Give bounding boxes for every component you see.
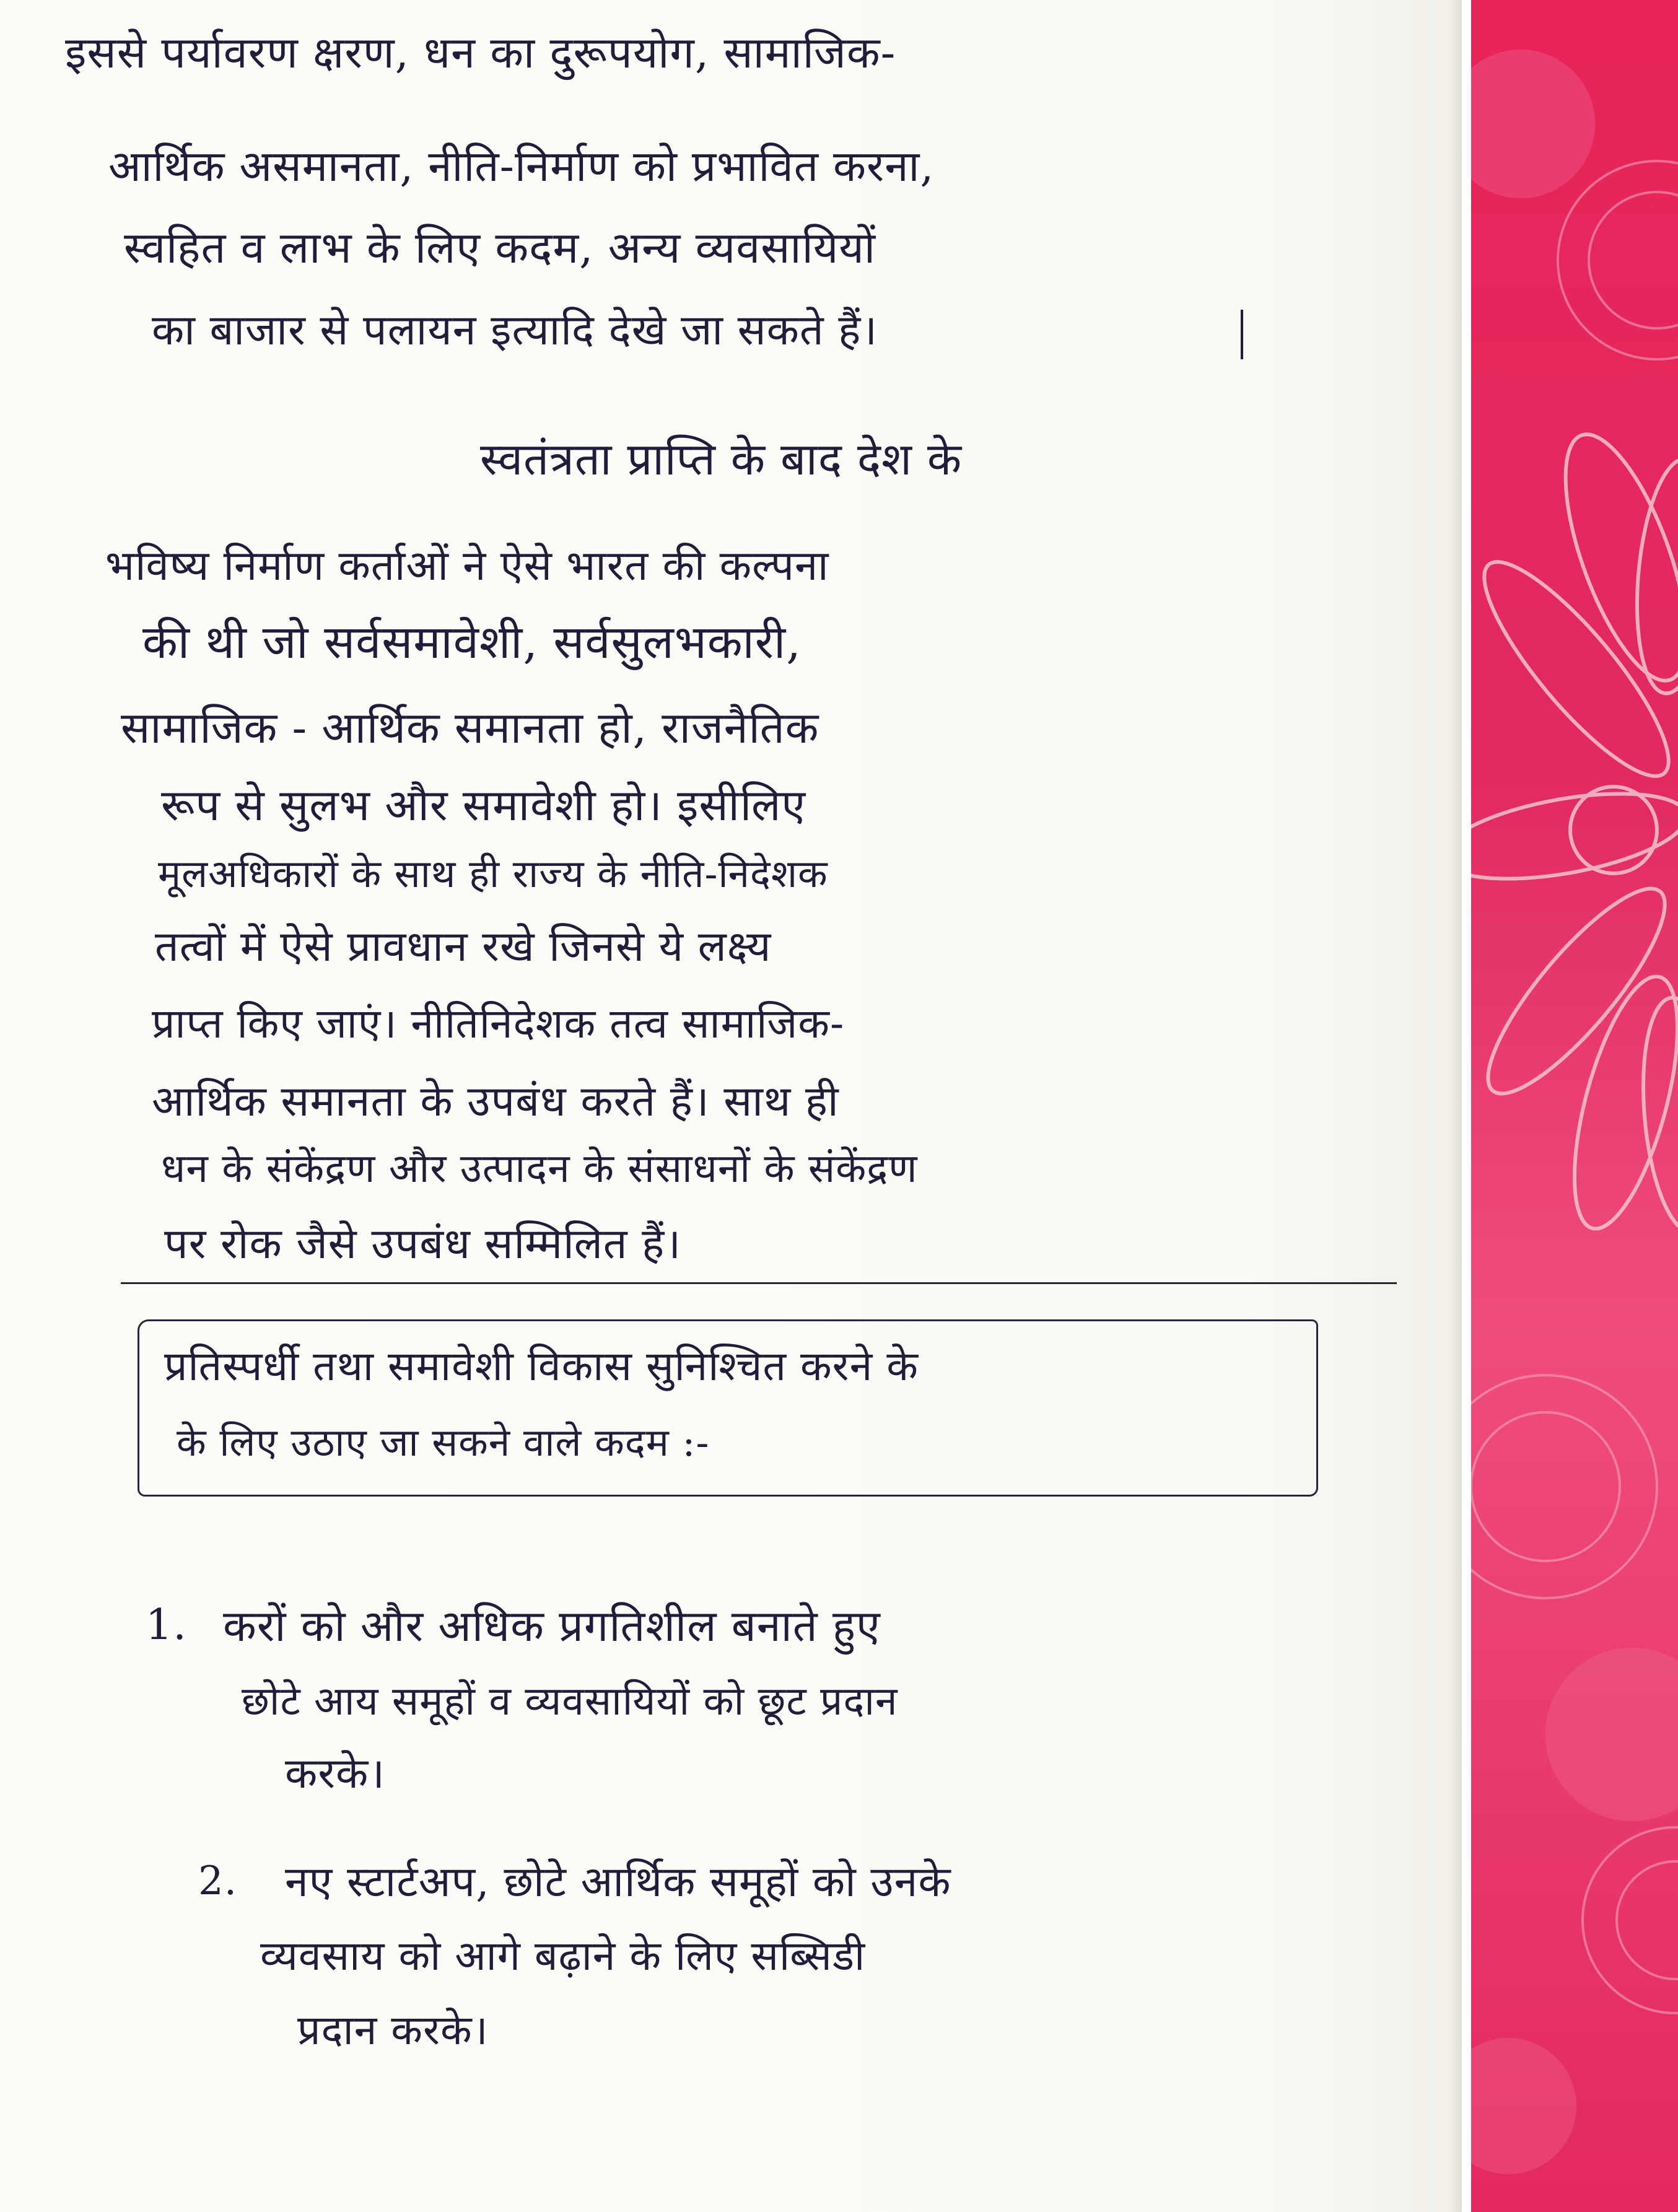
- para1-line4: का बाजार से पलायन इत्यादि देखे जा सकते हैं।: [152, 306, 878, 355]
- para2-line9: आर्थिक समानता के उपबंध करते हैं। साथ ही: [152, 1077, 839, 1126]
- para2-line4: सामाजिक - आर्थिक समानता हो, राजनैतिक: [121, 702, 819, 753]
- para1-line1: इससे पर्यावरण क्षरण, धन का दुरूपयोग, सामाजिक-: [65, 27, 896, 78]
- para2-line7: तत्वों में ऐसे प्रावधान रखे जिनसे ये लक्ष्य: [155, 922, 772, 971]
- para2-line5: रूप से सुलभ और समावेशी हो। इसीलिए: [161, 780, 806, 831]
- para2-line2: भविष्य निर्माण कर्ताओं ने ऐसे भारत की कल्पना: [105, 541, 829, 590]
- para2-line1: स्वतंत्रता प्राप्ति के बाद देश के: [480, 433, 963, 485]
- point2-line3: प्रदान करके।: [297, 2006, 489, 2054]
- para2-line3: की थी जो सर्वसमावेशी, सर्वसुलभकारी,: [142, 616, 802, 669]
- para2-line11: पर रोक जैसे उपबंध सम्मिलित हैं।: [164, 1220, 682, 1269]
- para1-line3: स्वहित व लाभ के लिए कदम, अन्य व्यवसायियों: [124, 222, 876, 273]
- cover-petal-pattern: [1471, 0, 1678, 2212]
- point1-line2: छोटे आय समूहों व व्यवसायियों को छूट प्रदान: [242, 1679, 898, 1725]
- point1-line3: करके।: [285, 1749, 386, 1798]
- heading-line2: के लिए उठाए जा सकने वाले कदम :-: [177, 1420, 710, 1465]
- point2-line2: व्यवसाय को आगे बढ़ाने के लिए सब्सिडी: [260, 1932, 866, 1980]
- point2-line1: नए स्टार्टअप, छोटे आर्थिक समूहों को उनके: [285, 1858, 951, 1907]
- notebook-cover: [1471, 0, 1678, 2212]
- heading-line1: प्रतिस्पर्धी तथा समावेशी विकास सुनिश्चित करने के: [164, 1342, 919, 1390]
- sentence-end-stroke: [1241, 310, 1243, 359]
- para2-line10: धन के संकेंद्रण और उत्पादन के संसाधनों के संकेंद्रण: [161, 1146, 918, 1192]
- page-edge-shadow: [1449, 0, 1462, 2212]
- para1-line2: आर्थिक असमानता, नीति-निर्माण को प्रभावित करना,: [108, 142, 935, 191]
- point1-line1: करों को और अधिक प्रगतिशील बनाते हुए: [223, 1601, 881, 1651]
- show-through-text: [508, 359, 548, 405]
- heading-box: [138, 1319, 1318, 1497]
- section-divider: [121, 1282, 1397, 1284]
- point1-number: 1.: [146, 1601, 187, 1650]
- para2-line6: मूलअधिकारों के साथ ही राज्य के नीति-निदेशक: [158, 851, 828, 896]
- para2-line8: प्राप्त किए जाएं। नीतिनिदेशक तत्व सामाजिक-: [152, 1000, 845, 1047]
- point2-number: 2.: [198, 1858, 238, 1904]
